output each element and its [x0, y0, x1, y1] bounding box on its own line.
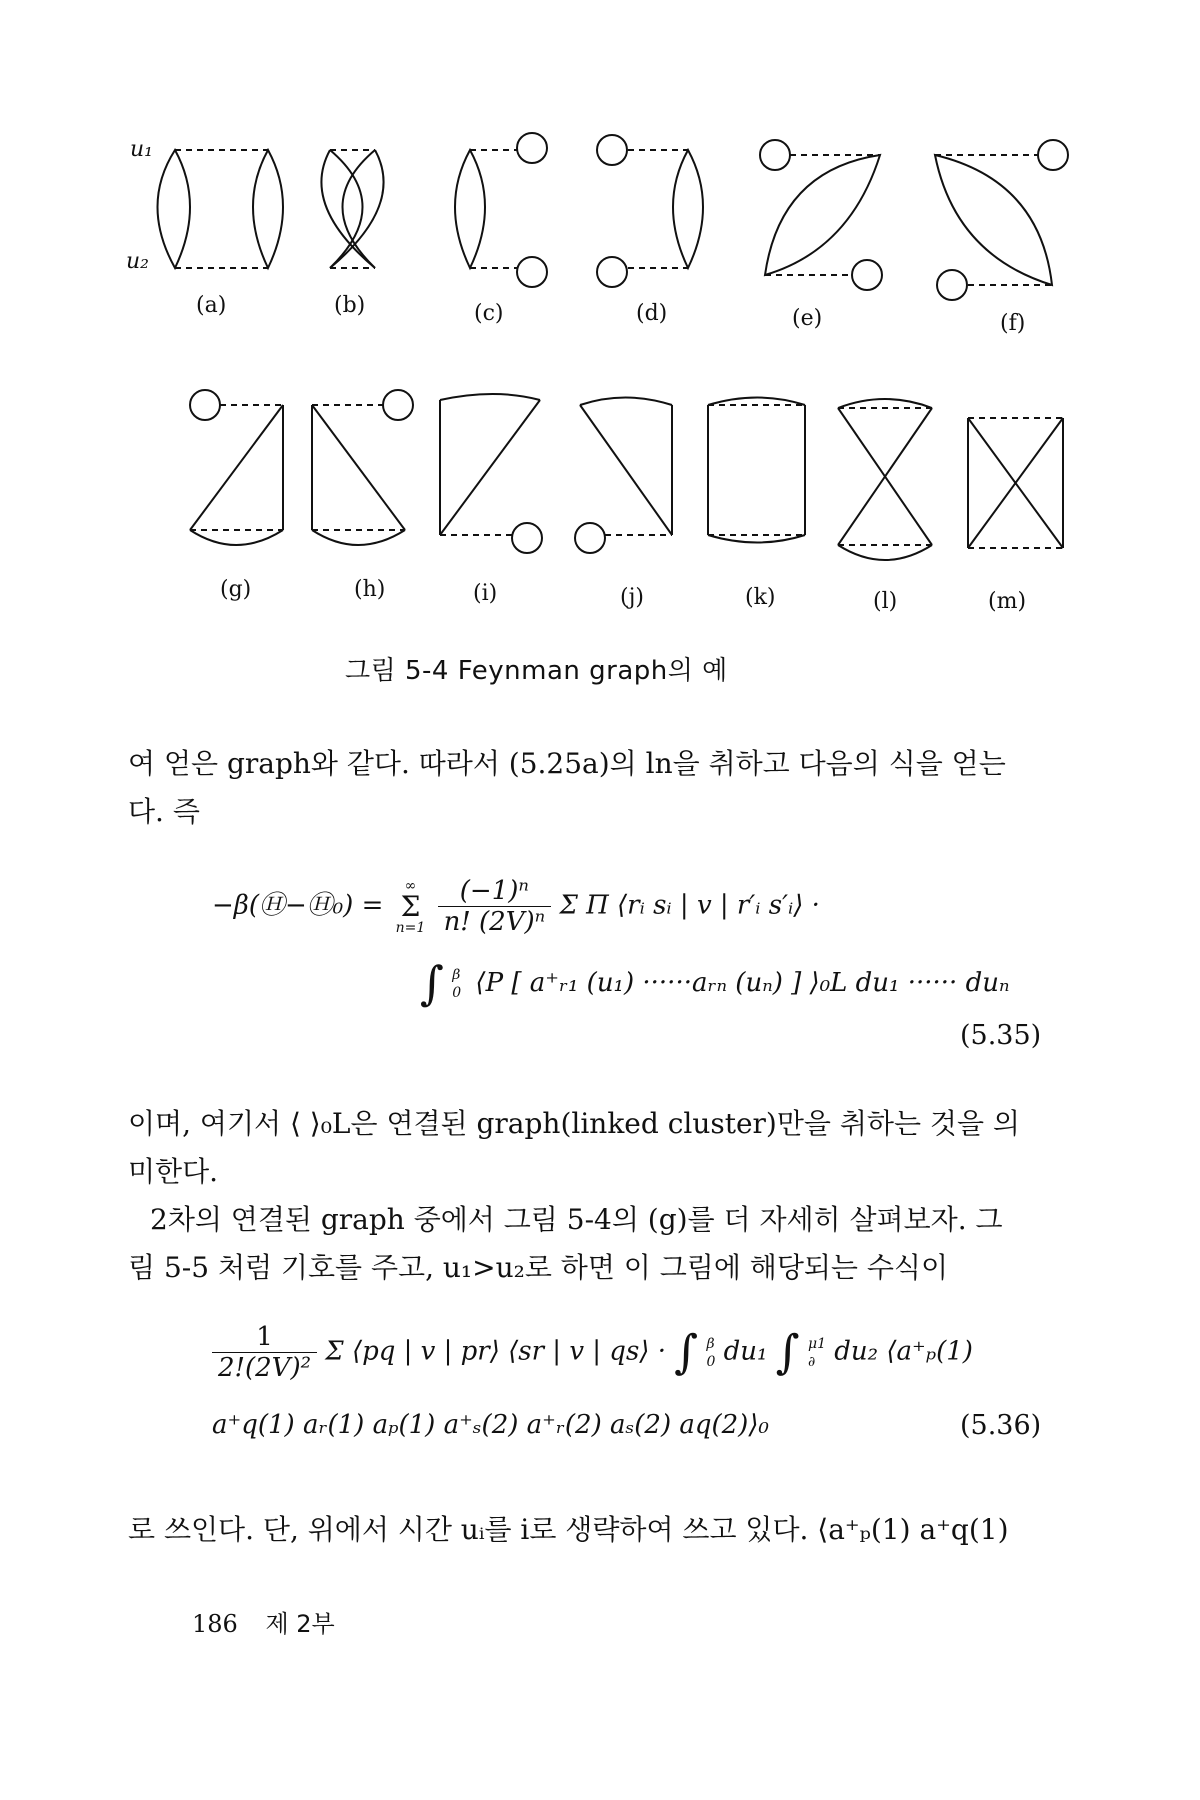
- feynman-graph-figure: [0, 0, 1200, 640]
- equation-5-35-line-1: [212, 876, 820, 937]
- paragraph-3-line-1: 로 쓰인다. 단, 위에서 시간 uᵢ를 i로 생략하여 쓰고 있다. ⟨a⁺ₚ(1) a⁺q(1): [128, 1513, 1009, 1546]
- panel-label-g: (g): [220, 577, 252, 602]
- paragraph-1-line-2: 다. 즉: [128, 795, 200, 828]
- equation-number-5-35: (5.35): [960, 1020, 1042, 1051]
- panel-label-b: (b): [334, 293, 366, 318]
- eq535-int-upper: β: [452, 967, 461, 983]
- eq536-int1-lower: 0: [706, 1353, 716, 1370]
- equation-number-5-36: (5.36): [960, 1410, 1042, 1441]
- graph-e: [760, 140, 882, 290]
- graph-h: [312, 390, 413, 545]
- graph-d: [597, 135, 703, 287]
- graph-f: [935, 140, 1068, 300]
- eq536-du1: du₁: [723, 1336, 768, 1367]
- panel-label-k: (k): [745, 585, 776, 610]
- eq535-fraction: [438, 876, 552, 937]
- panel-label-i: (i): [473, 581, 498, 606]
- graph-a: [158, 150, 284, 268]
- figure-caption: 그림 5-4 Feynman graph의 예: [345, 656, 728, 686]
- graph-m: [968, 418, 1063, 548]
- graph-g: [190, 390, 283, 545]
- graph-l: [838, 399, 932, 560]
- eq535-int-limits: [452, 966, 461, 1002]
- eq536-int1-limits: [706, 1335, 715, 1371]
- eq536-du2-rest: du₂ ⟨a⁺ₚ(1): [834, 1336, 973, 1367]
- eq535-line-2-body: ⟨P [ a⁺ᵣ₁ (u₁) ······aᵣₙ (uₙ) ] ⟩₀L du₁ ······ duₙ: [475, 968, 1010, 998]
- eq535-sum: [396, 878, 426, 936]
- eq535-tail: Σ Π ⟨rᵢ sᵢ | v | r′ᵢ s′ᵢ⟩ ·: [559, 890, 820, 921]
- graph-k: [708, 398, 805, 543]
- panel-label-f: (f): [1000, 311, 1026, 336]
- eq535-int-lower: 0: [452, 985, 462, 1001]
- panel-label-c: (c): [474, 301, 504, 326]
- equation-5-36-line-2: a⁺q(1) aᵣ(1) aₚ(1) a⁺ₛ(2) a⁺ᵣ(2) aₛ(2) aq(2)⟩₀: [212, 1410, 769, 1440]
- eq536-int2-lower: ∂: [807, 1353, 816, 1370]
- graph-j: [575, 398, 672, 554]
- eq535-frac-num: (−1)ⁿ: [438, 876, 552, 907]
- eq536-frac-num: 1: [212, 1322, 317, 1353]
- graph-b: [321, 150, 383, 268]
- u2-label: u₂: [126, 249, 149, 274]
- panel-label-a: (a): [196, 293, 227, 318]
- paragraph-2-line-1: 이며, 여기서 ⟨ ⟩₀L은 연결된 graph(linked cluster)만을 취하는 것을 의: [128, 1107, 1020, 1140]
- panel-label-m: (m): [988, 589, 1027, 614]
- panel-label-d: (d): [636, 301, 668, 326]
- eq535-frac-den: n! (2V)ⁿ: [443, 907, 546, 937]
- paragraph-2-line-3: 2차의 연결된 graph 중에서 그림 5-4의 (g)를 더 자세히 살펴보자. 그: [150, 1203, 1003, 1236]
- paragraph-1-line-1: 여 얻은 graph와 같다. 따라서 (5.25a)의 ln을 취하고 다음의 식을 얻는: [128, 747, 1006, 780]
- page-number: 186: [192, 1610, 238, 1638]
- eq536-int2-limits: [808, 1335, 826, 1371]
- panel-label-e: (e): [792, 306, 823, 331]
- equation-5-35-line-2: [420, 956, 1010, 1010]
- graph-c: [455, 133, 547, 287]
- eq536-frac-den: 2!(2V)²: [218, 1353, 312, 1383]
- eq535-sum-bottom: n=1: [395, 919, 426, 936]
- paragraph-2-line-4: 림 5-5 처럼 기호를 주고, u₁>u₂로 하면 이 그림에 해당되는 수식이: [128, 1251, 949, 1284]
- sum-symbol: Σ: [400, 889, 421, 923]
- eq535-sum-top: ∞: [404, 877, 417, 894]
- eq536-int1-upper: β: [706, 1335, 715, 1352]
- graph-i: [440, 394, 542, 553]
- eq535-lhs: −β(Ⓗ−Ⓗ₀) =: [212, 890, 384, 921]
- panel-label-h: (h): [354, 577, 386, 602]
- integral-symbol-2: ∫: [775, 1324, 800, 1379]
- paragraph-2-line-2: 미한다.: [128, 1155, 219, 1188]
- eq536-line-1-rest: Σ ⟨pq | v | pr⟩ ⟨sr | v | qs⟩ ·: [325, 1336, 666, 1367]
- integral-symbol-1: ∫: [674, 1324, 699, 1379]
- panel-label-j: (j): [620, 585, 644, 610]
- integral-symbol: ∫: [420, 956, 444, 1010]
- part-label: 제 2부: [265, 1610, 335, 1638]
- equation-5-36-line-1: [212, 1322, 973, 1383]
- u1-label: u₁: [130, 137, 153, 162]
- eq536-fraction: [212, 1322, 317, 1383]
- panel-label-l: (l): [873, 589, 898, 614]
- page-footer: [192, 1604, 335, 1639]
- eq536-int2-upper: μ1: [807, 1335, 826, 1352]
